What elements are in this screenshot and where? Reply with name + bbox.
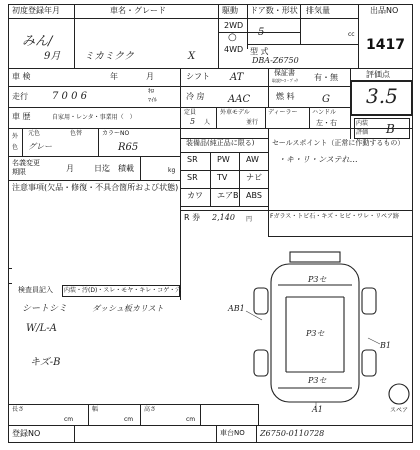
fuel-label: 燃 料 <box>276 92 295 101</box>
replace-color-label: 色替 <box>70 130 83 137</box>
displacement-label: 排気量 <box>306 6 330 15</box>
shift-label: シフト <box>186 72 210 81</box>
first-reg-month: 9月 <box>44 51 61 62</box>
width-unit: cm <box>124 416 134 423</box>
inspector-options: 内装・汚(D)・スレ・モヤ・キレ・コゲ・穴 <box>64 287 182 294</box>
reg-no-label: 登録NO <box>12 429 41 438</box>
inspection-line-1: シートシミ <box>22 304 68 314</box>
sales-point-value: ・キ・リ・ンステれ… <box>278 155 358 164</box>
height-label: 高さ <box>144 406 157 413</box>
warranty-sub: 取説ｹｰｽ・ﾌﾞｯｸ <box>272 78 298 83</box>
spare-label: スペア <box>390 407 409 414</box>
capacity-value: 5 <box>190 117 196 126</box>
car-name-value: ミカミクク <box>84 51 134 62</box>
color-no-label: カラーNO <box>102 130 130 137</box>
diagram-left-label: AB1 <box>228 304 245 313</box>
diagram-right-label: B1 <box>380 341 391 350</box>
handle-options: 左・右 <box>316 119 337 127</box>
shift-value: AT <box>230 72 244 83</box>
equipment-item: TV <box>217 173 228 182</box>
name-change-month: 月 <box>66 164 74 173</box>
drive-label: 駆動 <box>222 6 238 15</box>
cc-label: cc <box>348 31 355 38</box>
equipment-item: SR <box>187 173 198 182</box>
exhibit-number: 1417 <box>366 37 405 53</box>
ext-model-value: 並行 <box>246 119 259 126</box>
car-name-label: 車名・グレード <box>110 6 166 15</box>
name-change-label-2: 期限 <box>12 168 26 176</box>
history-options: 自家用・レンタ・事業用（ ） <box>52 114 136 121</box>
name-change-day: 日迄 <box>94 164 110 173</box>
diagram-front-label: P3セ <box>308 275 327 284</box>
equipment-item: AW <box>246 155 259 164</box>
equipment-title: 装備品(純正品に限る) <box>186 139 255 147</box>
ac-value: AAC <box>228 94 251 105</box>
r-ticket-value: 2,140 <box>212 213 235 222</box>
car-name-mark: X <box>188 51 196 62</box>
r-ticket-unit: 円 <box>246 216 253 223</box>
ac-label: 冷 房 <box>186 92 205 101</box>
interior-label: 内装 <box>356 120 369 127</box>
length-unit: cm <box>64 416 74 423</box>
drive-mark: ○ <box>228 32 237 43</box>
doors-label: ドア数・形状 <box>250 6 298 15</box>
history-label: 車 歴 <box>12 112 31 121</box>
sales-point-title: セールスポイント（正常に作動するもの） <box>272 139 405 147</box>
doors-value: 5 <box>258 27 265 38</box>
equipment-item: カワ <box>187 191 203 200</box>
r-ticket-label: R 券 <box>184 213 201 222</box>
loading-label: 積載 <box>118 164 134 173</box>
first-reg-label: 初度登録年月 <box>12 6 60 15</box>
equipment-item: ABS <box>246 191 262 200</box>
length-label: 長さ <box>12 406 25 413</box>
glass-label: Fガラス・トビ石・キズ・ヒビ・ワレ・リペア跡 <box>270 213 400 220</box>
interior-label-2: 評価 <box>356 129 369 136</box>
equipment-item: ナビ <box>246 173 262 182</box>
equipment-item: エアB <box>217 191 239 200</box>
model-label: 型 式 <box>250 47 269 56</box>
km-label: ｷﾛ <box>148 88 155 95</box>
drive-2wd: 2WD <box>224 21 244 30</box>
inspection-month: 月 <box>146 72 154 81</box>
dealer-label: ディーラー <box>268 109 298 116</box>
handle-label: ハンドル <box>312 109 337 116</box>
color-inner-label: 色 <box>12 144 19 151</box>
equipment-item: SR <box>187 155 198 164</box>
ext-model-label: 外車モデル <box>220 109 250 116</box>
mileage-label: 走行 <box>12 92 28 101</box>
notes-title: 注意事項(欠品・修復・不具合箇所および状態) <box>12 183 179 192</box>
color-value: グレー <box>28 142 52 151</box>
width-label: 幅 <box>92 406 99 413</box>
inspection-label: 車 検 <box>12 72 31 81</box>
inspection-line-3: キズ-B <box>30 357 61 368</box>
height-unit: cm <box>186 416 196 423</box>
chassis-value: Z6750-0110728 <box>260 429 325 438</box>
color-no-value: R65 <box>118 142 139 153</box>
model-value: DBA-Z6750 <box>252 56 299 65</box>
inspection-line-1b: ダッシュ板カリスト <box>92 304 164 313</box>
capacity-label: 定員 <box>184 109 197 116</box>
score-value: 3.5 <box>366 84 398 108</box>
equipment-item: PW <box>217 155 230 164</box>
inspector-title: 検査員記入 <box>18 286 53 294</box>
inspection-year: 年 <box>110 72 118 81</box>
mile-label: ﾏｲﾙ <box>148 97 158 104</box>
color-outer-label: 外 <box>12 133 19 140</box>
original-color-label: 元色 <box>28 130 41 137</box>
diagram-rear-label: P3セ <box>308 376 327 385</box>
warranty-options: 有・無 <box>314 73 338 82</box>
first-reg-value: みん/ <box>22 34 53 49</box>
exhibit-label: 出品NO <box>370 6 399 15</box>
warranty-label: 保証書 <box>274 69 295 77</box>
name-change-label: 名義変更 <box>12 159 40 167</box>
diagram-center-label: P3セ <box>306 329 325 338</box>
mileage-value: 7 0 0 6 <box>52 91 87 102</box>
diagram-bottom-label: A1 <box>312 405 323 414</box>
score-label: 評価点 <box>366 70 390 79</box>
interior-value: B <box>386 122 395 136</box>
fuel-value: G <box>322 94 330 105</box>
chassis-label: 車台NO <box>220 429 245 437</box>
loading-unit: kg <box>168 167 176 174</box>
inspection-line-2: W/L-A <box>26 323 57 334</box>
drive-4wd: 4WD <box>224 45 244 54</box>
capacity-unit: 人 <box>204 119 211 126</box>
